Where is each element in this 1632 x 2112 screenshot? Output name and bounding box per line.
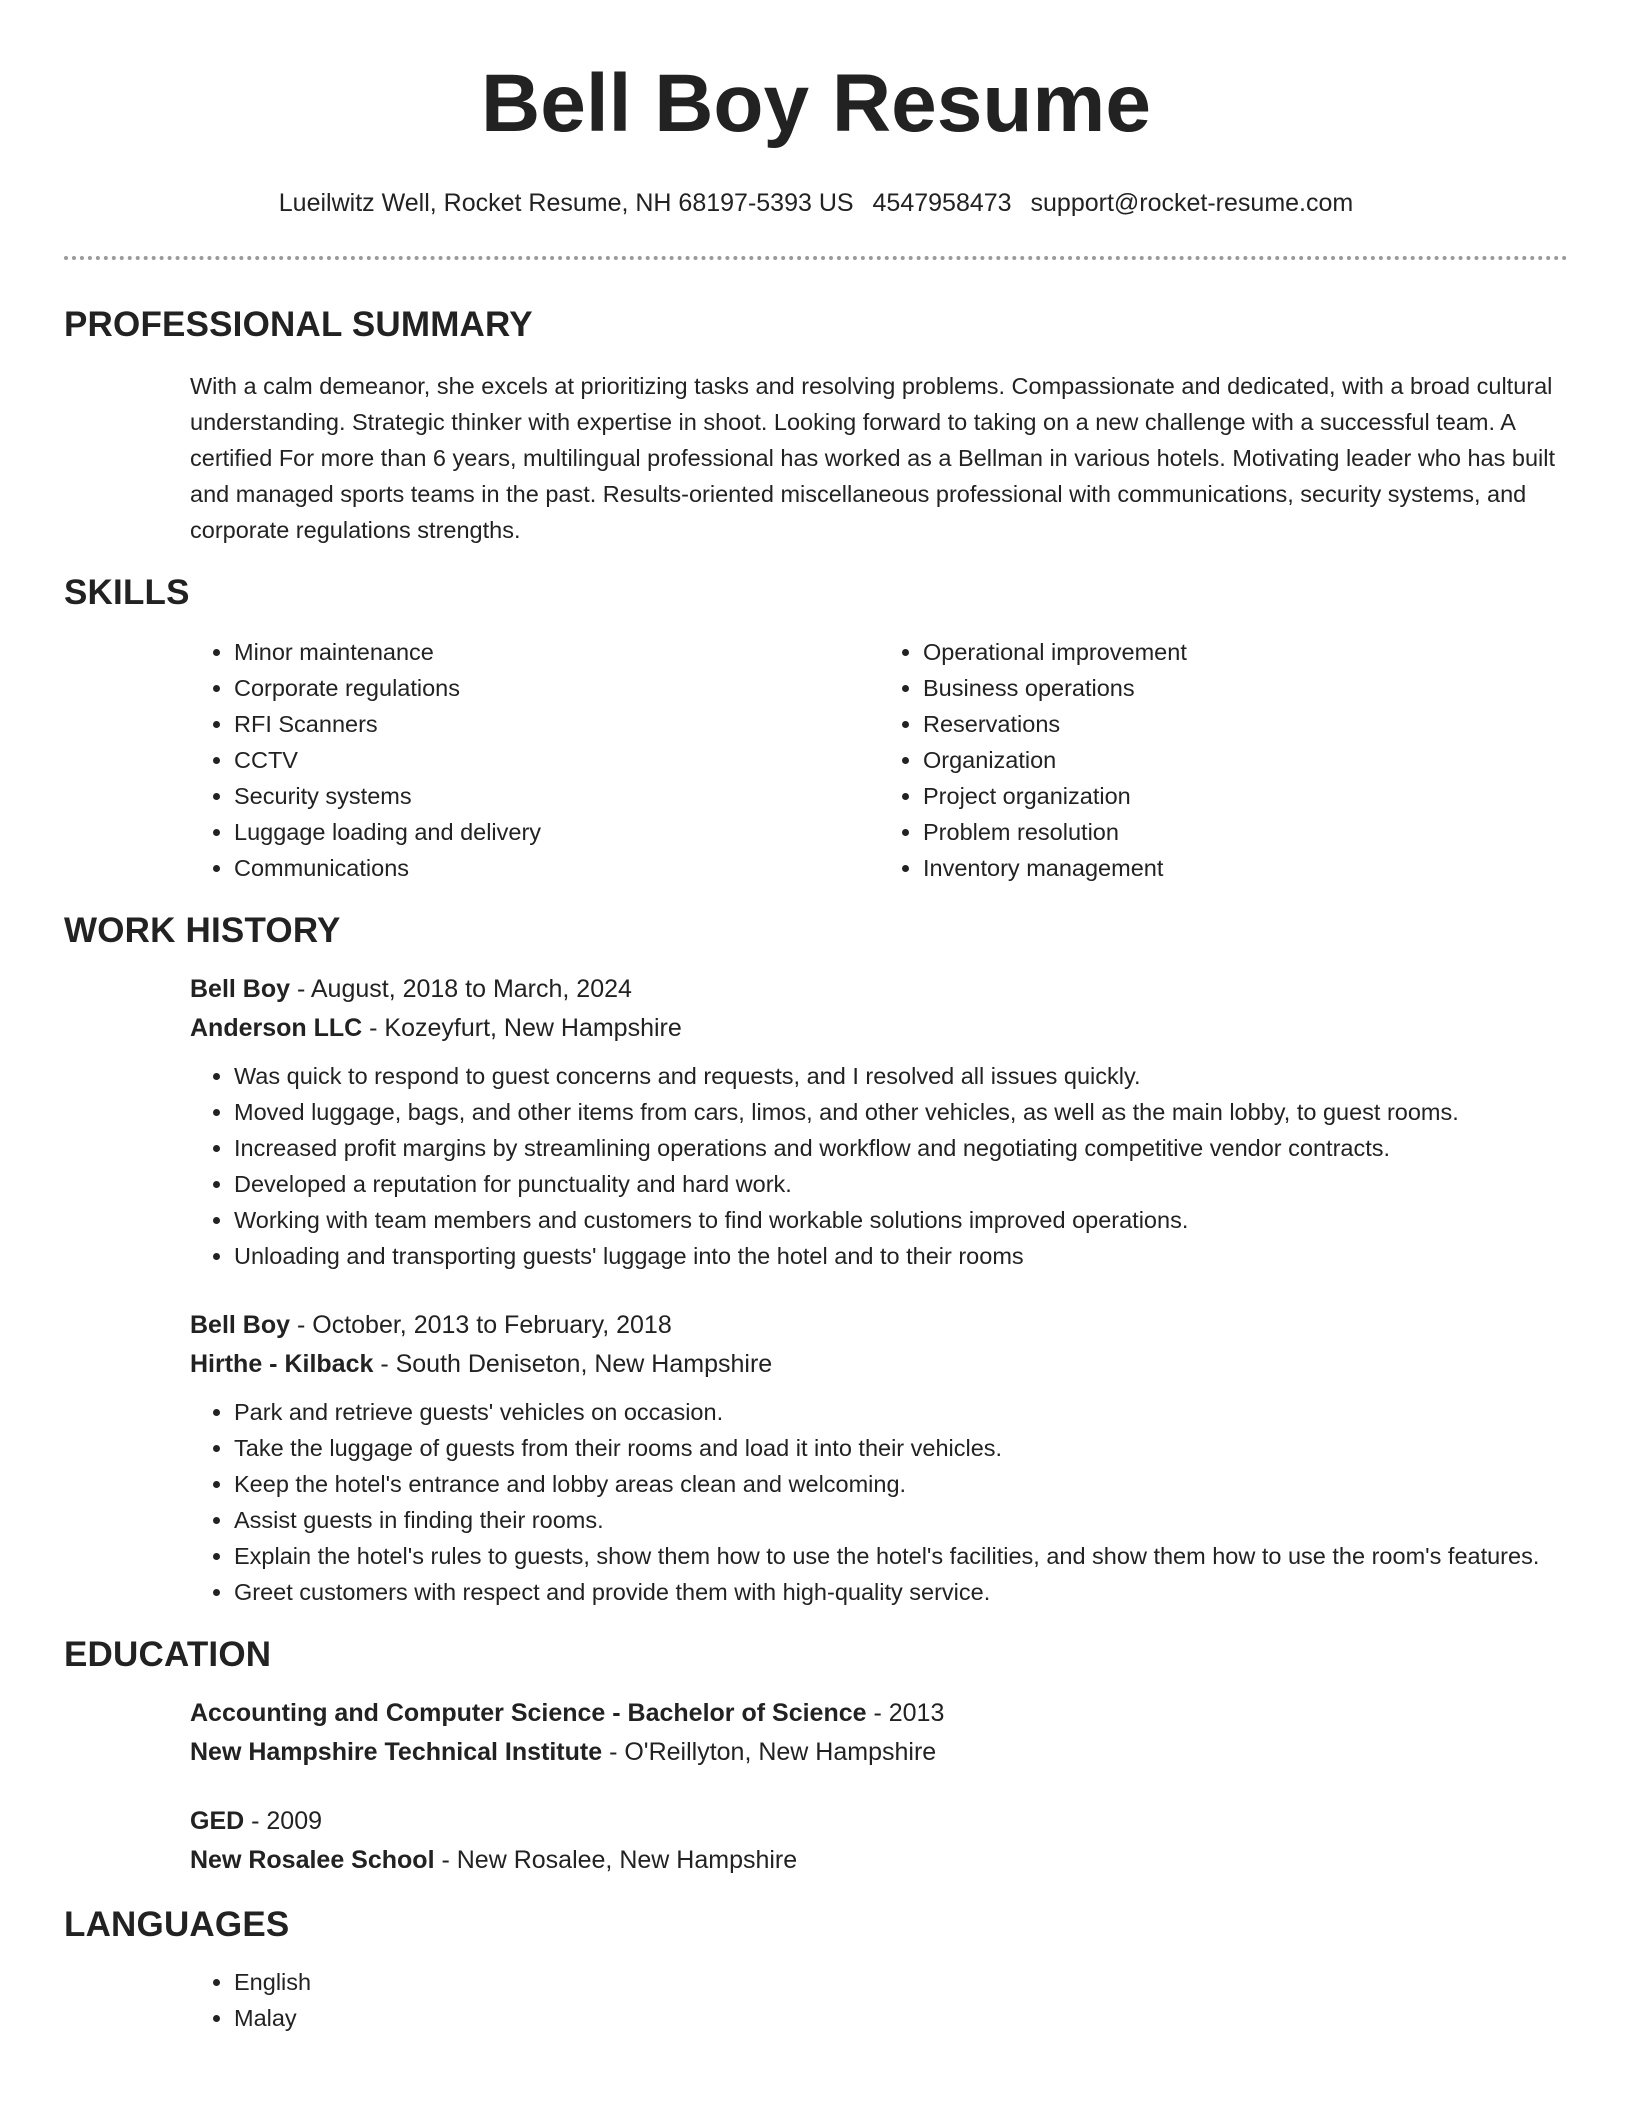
job-duty: • Explain the hotel's rules to guests, show them how to use the hotel's facilities, and show them how to use the room's features. bbox=[234, 1538, 1568, 1574]
skill-item: • Communications bbox=[234, 850, 879, 886]
education-degree: GED bbox=[190, 1807, 245, 1835]
skill-item: • RFI Scanners bbox=[234, 706, 879, 742]
language-item: • Malay bbox=[234, 2000, 1568, 2036]
skills-column-right bbox=[879, 634, 1568, 886]
skill-item: • Minor maintenance bbox=[234, 634, 879, 670]
education-heading: EDUCATION bbox=[64, 1635, 272, 1674]
skill-item: • Security systems bbox=[234, 778, 879, 814]
job-company-line bbox=[190, 1345, 1568, 1384]
skill-item: • Corporate regulations bbox=[234, 670, 879, 706]
job-company: Hirthe - Kilback bbox=[190, 1350, 374, 1378]
education-school: New Rosalee School bbox=[190, 1846, 435, 1874]
skill-item: • Problem resolution bbox=[923, 814, 1568, 850]
job-duty: • Take the luggage of guests from their rooms and load it into their vehicles. bbox=[234, 1430, 1568, 1466]
summary-text: With a calm demeanor, she excels at prioritizing tasks and resolving problems. Compassionate and dedicated, with a broad cultural understanding. Strategic thinker with expertise in shoot. Looking forward to taking on a new challenge with a successful team. A certified For more than 6 years, multilingual professional has worked as a Bellman in various hotels. Motivating leader who has built and managed sports teams in the past. Results-oriented miscellaneous professional with communications, security systems, and corporate regulations strengths. bbox=[190, 373, 1555, 543]
job-duty: • Greet customers with respect and provide them with high-quality service. bbox=[234, 1574, 1568, 1610]
education-year: - 2009 bbox=[244, 1807, 323, 1835]
contact-line bbox=[64, 188, 1568, 218]
skill-item: • Reservations bbox=[923, 706, 1568, 742]
summary-heading: PROFESSIONAL SUMMARY bbox=[64, 305, 533, 344]
job-duty: • Keep the hotel's entrance and lobby areas clean and welcoming. bbox=[234, 1466, 1568, 1502]
job-location: - Kozeyfurt, New Hampshire bbox=[362, 1014, 682, 1042]
education-entry bbox=[190, 1694, 1568, 1772]
education-school-line bbox=[190, 1841, 1568, 1880]
languages-list-wrap bbox=[190, 1964, 1568, 2036]
job-duty: • Moved luggage, bags, and other items from cars, limos, and other vehicles, as well as the main lobby, to guest rooms. bbox=[234, 1094, 1568, 1130]
education-degree-line bbox=[190, 1694, 1568, 1733]
education-entry bbox=[190, 1802, 1568, 1880]
job-dates: - October, 2013 to February, 2018 bbox=[290, 1311, 672, 1339]
contact-email: support@rocket-resume.com bbox=[1030, 189, 1354, 217]
job-duty: • Park and retrieve guests' vehicles on occasion. bbox=[234, 1394, 1568, 1430]
work-history-heading: WORK HISTORY bbox=[64, 911, 341, 950]
job-duty: • Unloading and transporting guests' luggage into the hotel and to their rooms bbox=[234, 1238, 1568, 1274]
resume-title: Bell Boy Resume bbox=[481, 58, 1151, 149]
job-duty: • Was quick to respond to guest concerns and requests, and I resolved all issues quickly. bbox=[234, 1058, 1568, 1094]
skills-heading: SKILLS bbox=[64, 573, 190, 612]
language-item: • English bbox=[234, 1964, 1568, 2000]
job-duties bbox=[190, 1394, 1568, 1610]
skill-item: • Business operations bbox=[923, 670, 1568, 706]
skill-item: • Operational improvement bbox=[923, 634, 1568, 670]
education-year: - 2013 bbox=[866, 1699, 945, 1727]
skill-item: • Project organization bbox=[923, 778, 1568, 814]
contact-phone: 4547958473 bbox=[872, 189, 1012, 217]
job-title-line bbox=[190, 970, 1568, 1009]
job-company: Anderson LLC bbox=[190, 1014, 363, 1042]
job-entry bbox=[190, 970, 1568, 1274]
contact-address: Lueilwitz Well, Rocket Resume, NH 68197-5393 US bbox=[278, 189, 854, 217]
job-dates: - August, 2018 to March, 2024 bbox=[290, 975, 632, 1003]
languages-heading: LANGUAGES bbox=[64, 1905, 290, 1944]
job-duty: • Assist guests in finding their rooms. bbox=[234, 1502, 1568, 1538]
skills-column-left bbox=[190, 634, 879, 886]
job-duty: • Increased profit margins by streamlining operations and workflow and negotiating competitive vendor contracts. bbox=[234, 1130, 1568, 1166]
languages-list bbox=[190, 1964, 1568, 2036]
skill-item: • Organization bbox=[923, 742, 1568, 778]
job-company-line bbox=[190, 1009, 1568, 1048]
education-degree-line bbox=[190, 1802, 1568, 1841]
education-school-line bbox=[190, 1733, 1568, 1772]
education-location: - New Rosalee, New Hampshire bbox=[434, 1846, 798, 1874]
job-entry bbox=[190, 1306, 1568, 1610]
job-duty: • Developed a reputation for punctuality and hard work. bbox=[234, 1166, 1568, 1202]
job-duty: • Working with team members and customers to find workable solutions improved operations. bbox=[234, 1202, 1568, 1238]
skill-item: • Luggage loading and delivery bbox=[234, 814, 879, 850]
job-title: Bell Boy bbox=[190, 1311, 291, 1339]
education-school: New Hampshire Technical Institute bbox=[190, 1738, 603, 1766]
job-title: Bell Boy bbox=[190, 975, 291, 1003]
header-divider bbox=[64, 256, 1568, 260]
education-location: - O'Reillyton, New Hampshire bbox=[602, 1738, 937, 1766]
job-location: - South Deniseton, New Hampshire bbox=[373, 1350, 773, 1378]
job-duties bbox=[190, 1058, 1568, 1274]
education-degree: Accounting and Computer Science - Bachelor of Science bbox=[190, 1699, 867, 1727]
skill-item: • CCTV bbox=[234, 742, 879, 778]
skill-item: • Inventory management bbox=[923, 850, 1568, 886]
job-title-line bbox=[190, 1306, 1568, 1345]
skills-list bbox=[190, 634, 1568, 886]
